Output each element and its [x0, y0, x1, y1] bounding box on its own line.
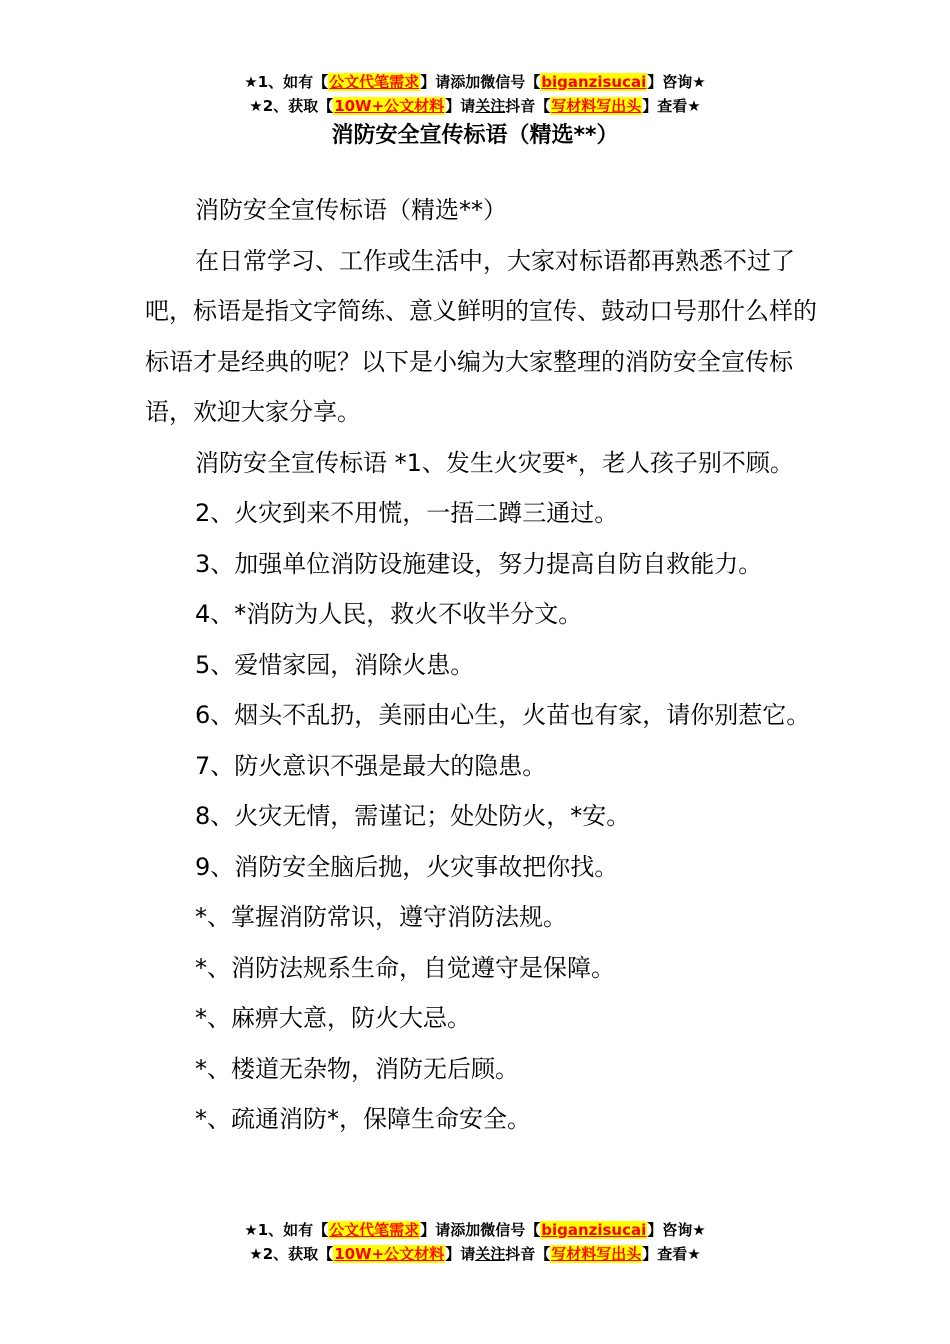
slogan-item: *、麻痹大意，防火大忌。	[195, 1004, 471, 1032]
banner-line-2	[0, 94, 950, 118]
slogan-item: 6、烟头不乱扔，美丽由心生，火苗也有家，请你别惹它。	[195, 701, 811, 729]
slogan-item: *、楼道无杂物，消防无后顾。	[195, 1054, 519, 1083]
banner-text: 】请添加微信号【	[420, 1221, 541, 1239]
banner-text: ★1、如有【	[244, 73, 329, 91]
slogan-item: 9、消防安全脑后抛，火灾事故把你找。	[195, 852, 619, 881]
banner-highlight: 公文代笔需求	[329, 1221, 420, 1239]
banner-text: 】请	[445, 97, 476, 115]
banner-text: 抖音【	[505, 97, 551, 115]
banner-highlight: 10W+公文材料	[334, 1245, 445, 1263]
slogan-item: 2、火灾到来不用慌，一捂二蹲三通过。	[195, 499, 619, 527]
banner-text: ★2、获取【	[249, 1245, 334, 1263]
banner-text: 】请	[445, 1245, 476, 1263]
banner-underlined-text: 关注	[475, 1245, 506, 1263]
slogan-item: 消防安全宣传标语 *1、发生火灾要*，老人孩子别不顾。	[195, 448, 794, 477]
banner-highlight: 10W+公文材料	[334, 97, 445, 115]
slogan-item: *、消防法规系生命，自觉遵守是保障。	[195, 953, 615, 982]
slogan-item: *、掌握消防常识，遵守消防法规。	[195, 903, 567, 931]
banner-line-1	[0, 70, 950, 94]
banner-text: 】咨询★	[647, 1221, 706, 1239]
banner-text: 抖音【	[505, 1245, 551, 1263]
slogan-item: 3、加强单位消防设施建设，努力提高自防自救能力。	[195, 549, 763, 578]
banner-highlight-wechat-id: biganzisucai	[541, 73, 647, 91]
banner-highlight-wechat-id: biganzisucai	[541, 1221, 647, 1239]
slogan-item: 8、火灾无情，需谨记；处处防火，*安。	[195, 802, 631, 830]
slogan-item: *、疏通消防*，保障生命安全。	[195, 1105, 531, 1133]
header-banner	[0, 70, 950, 118]
footer-banner	[0, 1218, 950, 1266]
banner-text: 】查看★	[642, 1245, 701, 1263]
banner-text: ★1、如有【	[244, 1221, 329, 1239]
banner-line-1	[0, 1218, 950, 1242]
banner-highlight-douyin: 写材料写出头	[551, 97, 642, 115]
banner-text: 】请添加微信号【	[420, 73, 541, 91]
banner-text: ★2、获取【	[249, 97, 334, 115]
banner-highlight-douyin: 写材料写出头	[551, 1245, 642, 1263]
banner-text: 】咨询★	[647, 73, 706, 91]
banner-line-2	[0, 1242, 950, 1266]
slogan-item: 4、*消防为人民，救火不收半分文。	[195, 600, 583, 628]
banner-highlight: 公文代笔需求	[329, 73, 420, 91]
paragraph-intro: 在日常学习、工作或生活中，大家对标语都再熟悉不过了吧，标语是指文字简练、意义鲜明的宣传、鼓动口号那什么样的标语才是经典的呢？以下是小编为大家整理的消防安全宣传标语，欢迎大家分享。	[145, 246, 817, 426]
banner-underlined-text: 关注	[475, 97, 506, 115]
banner-text: 】查看★	[642, 97, 701, 115]
slogan-item: 5、爱惜家园，消除火患。	[195, 650, 475, 679]
slogan-item: 7、防火意识不强是最大的隐患。	[195, 751, 547, 780]
document-title: 消防安全宣传标语（精选**）	[331, 123, 619, 148]
document-body	[145, 185, 825, 1145]
paragraph: 消防安全宣传标语（精选**）	[195, 196, 507, 224]
